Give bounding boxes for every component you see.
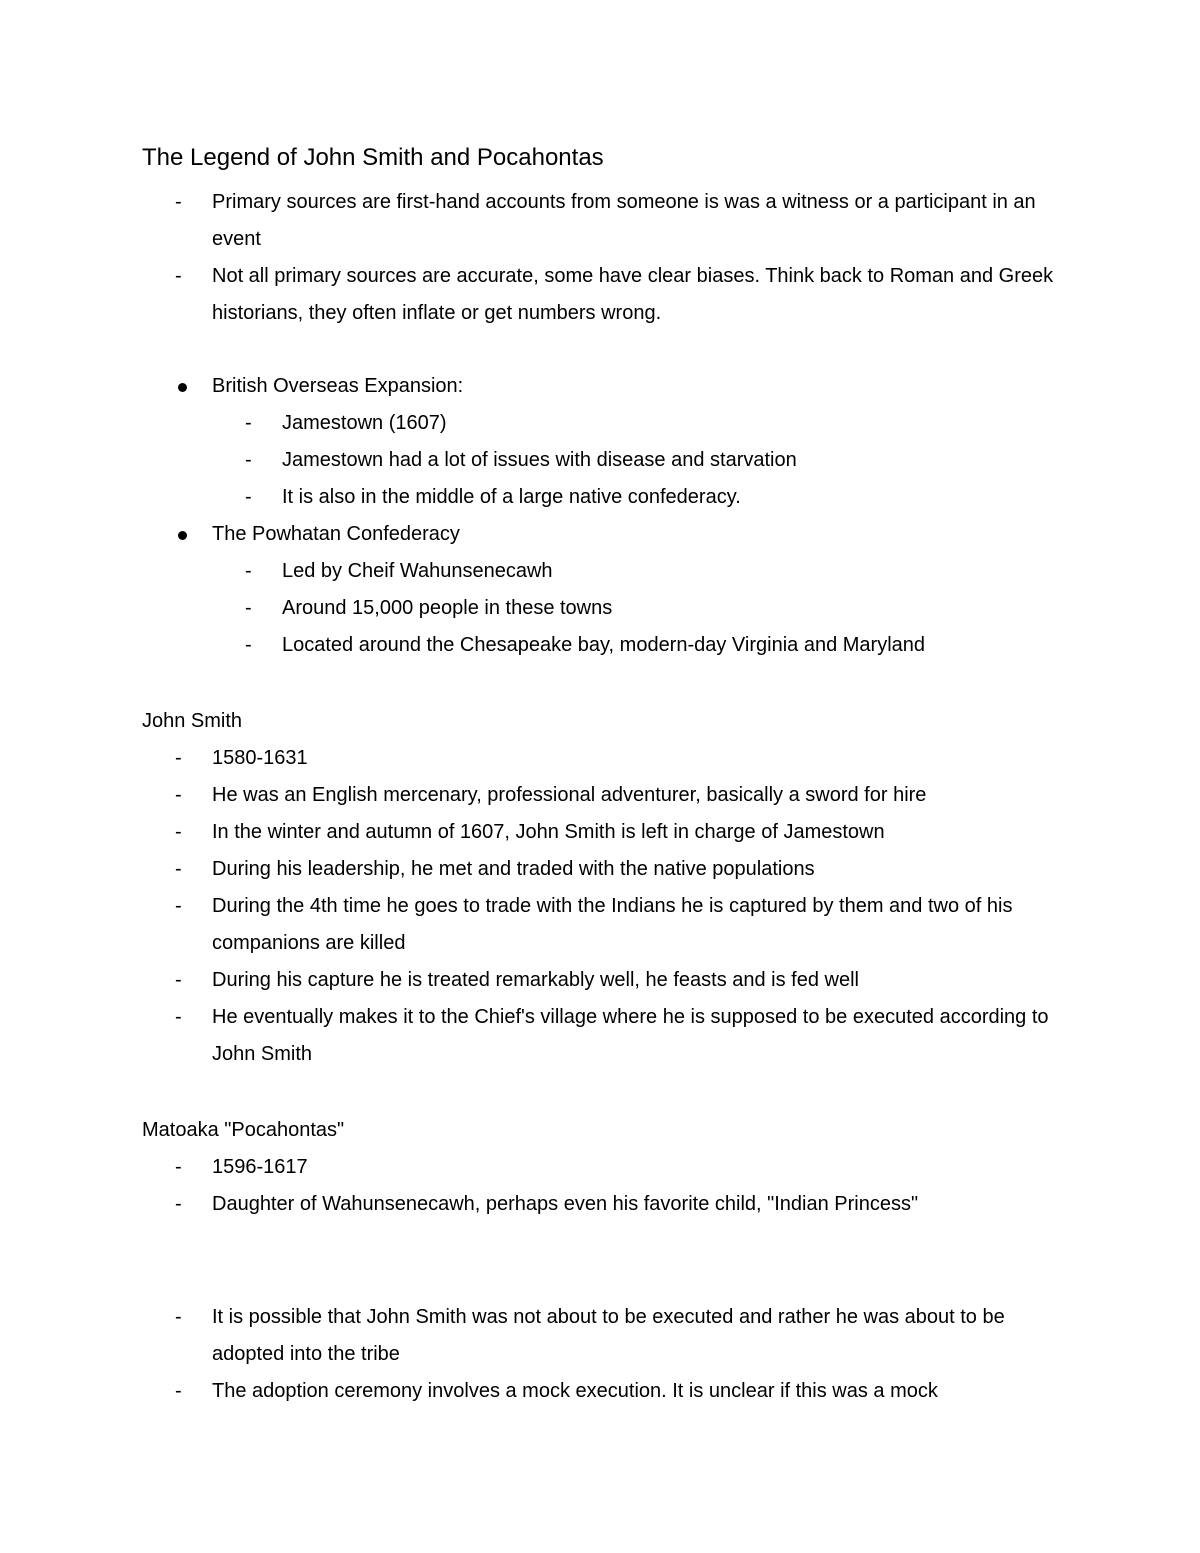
list-item bbox=[142, 184, 1062, 258]
john-smith-list bbox=[142, 740, 1062, 1073]
list-item-text: 1596-1617 bbox=[212, 1156, 308, 1178]
list-item-text: In the winter and autumn of 1607, John Smith is left in charge of Jamestown bbox=[212, 821, 885, 843]
sub-list-item bbox=[142, 553, 1062, 590]
list-item bbox=[142, 814, 1062, 851]
bullet-dot-icon bbox=[178, 383, 187, 392]
list-item-text: 1580-1631 bbox=[212, 747, 308, 769]
dash-marker: - bbox=[175, 784, 182, 806]
list-item bbox=[142, 1299, 1062, 1373]
dash-marker: - bbox=[175, 747, 182, 769]
list-item-text: The adoption ceremony involves a mock execution. It is unclear if this was a mock bbox=[212, 1380, 938, 1402]
dash-marker: - bbox=[245, 449, 252, 471]
document-title: The Legend of John Smith and Pocahontas bbox=[142, 144, 604, 171]
list-item bbox=[142, 740, 1062, 777]
list-item-text: During the 4th time he goes to trade with the Indians he is captured by them and two of his companions are killed bbox=[212, 895, 1013, 954]
list-item-text: British Overseas Expansion: bbox=[212, 375, 464, 397]
list-item-text: Jamestown (1607) bbox=[282, 412, 447, 434]
list-item-text: It is also in the middle of a large native confederacy. bbox=[282, 486, 741, 508]
dash-marker: - bbox=[175, 1006, 182, 1028]
dash-marker: - bbox=[175, 1306, 182, 1328]
list-item-text: Not all primary sources are accurate, some have clear biases. Think back to Roman and Greek historians, they often inflate or get numbers wrong. bbox=[212, 265, 1054, 324]
dash-marker: - bbox=[175, 1193, 182, 1215]
expansion-section bbox=[142, 368, 1062, 664]
sub-list-item bbox=[142, 590, 1062, 627]
list-item-text: During his capture he is treated remarkably well, he feasts and is fed well bbox=[212, 969, 859, 991]
list-item-text: It is possible that John Smith was not about to be executed and rather he was about to be adopted into the tribe bbox=[212, 1306, 1005, 1365]
list-item bbox=[142, 258, 1062, 332]
dash-marker: - bbox=[175, 969, 182, 991]
sub-list-item bbox=[142, 479, 1062, 516]
dash-marker: - bbox=[175, 821, 182, 843]
sub-list-item bbox=[142, 627, 1062, 664]
adoption-section bbox=[142, 1299, 1062, 1410]
matoaka-section bbox=[142, 1112, 1062, 1223]
dash-marker: - bbox=[245, 560, 252, 582]
list-item bbox=[142, 1149, 1062, 1186]
intro-section bbox=[142, 184, 1062, 332]
list-item bbox=[142, 1186, 1062, 1223]
dash-marker: - bbox=[175, 265, 182, 287]
sub-list-item bbox=[142, 405, 1062, 442]
bullet-dot-icon bbox=[178, 531, 187, 540]
list-item bbox=[142, 516, 1062, 553]
list-item-text: Located around the Chesapeake bay, modern-day Virginia and Maryland bbox=[282, 634, 926, 656]
matoaka-list bbox=[142, 1149, 1062, 1223]
expansion-list bbox=[142, 368, 1062, 664]
list-item-text: During his leadership, he met and traded with the native populations bbox=[212, 858, 815, 880]
john-smith-section bbox=[142, 703, 1062, 1073]
list-item-text: Primary sources are first-hand accounts from someone is was a witness or a participant in an event bbox=[212, 191, 1036, 250]
dash-marker: - bbox=[175, 1380, 182, 1402]
list-item-text: He eventually makes it to the Chief's village where he is supposed to be executed according to John Smith bbox=[212, 1006, 1049, 1065]
dash-marker: - bbox=[245, 412, 252, 434]
dash-marker: - bbox=[175, 191, 182, 213]
list-item-text: Daughter of Wahunsenecawh, perhaps even his favorite child, "Indian Princess" bbox=[212, 1193, 919, 1215]
dash-marker: - bbox=[245, 486, 252, 508]
section-heading: John Smith bbox=[142, 710, 243, 732]
section-heading: Matoaka "Pocahontas" bbox=[142, 1119, 345, 1141]
list-item bbox=[142, 888, 1062, 962]
list-item bbox=[142, 999, 1062, 1073]
list-item-text: Led by Cheif Wahunsenecawh bbox=[282, 560, 553, 582]
adoption-list bbox=[142, 1299, 1062, 1410]
list-item-text: Around 15,000 people in these towns bbox=[282, 597, 613, 619]
dash-marker: - bbox=[175, 895, 182, 917]
dash-marker: - bbox=[245, 634, 252, 656]
list-item bbox=[142, 962, 1062, 999]
dash-marker: - bbox=[175, 858, 182, 880]
dash-marker: - bbox=[175, 1156, 182, 1178]
sub-list-item bbox=[142, 442, 1062, 479]
list-item bbox=[142, 777, 1062, 814]
dash-marker: - bbox=[245, 597, 252, 619]
list-item-text: The Powhatan Confederacy bbox=[212, 523, 460, 545]
list-item bbox=[142, 368, 1062, 405]
intro-list bbox=[142, 184, 1062, 332]
list-item-text: Jamestown had a lot of issues with disease and starvation bbox=[282, 449, 797, 471]
list-item-text: He was an English mercenary, professional adventurer, basically a sword for hire bbox=[212, 784, 927, 806]
list-item bbox=[142, 1373, 1062, 1410]
list-item bbox=[142, 851, 1062, 888]
